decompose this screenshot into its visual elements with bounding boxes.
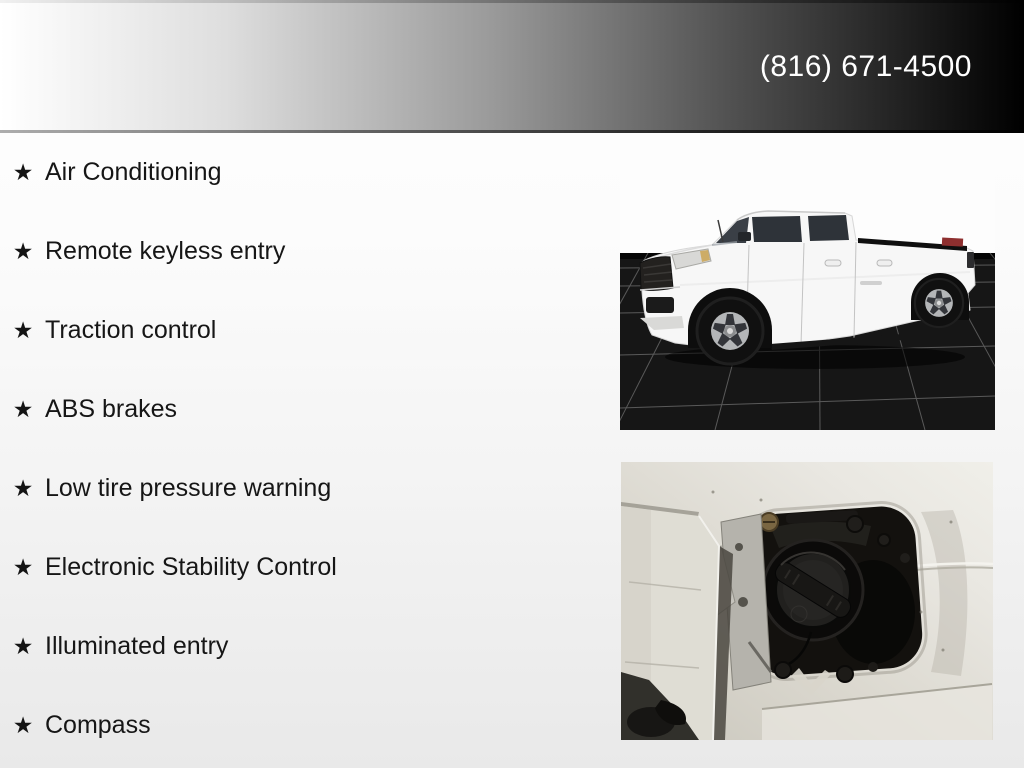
star-bullet-icon: ★	[12, 238, 34, 264]
dealer-phone-number: (816) 671-4500	[759, 49, 972, 83]
star-bullet-icon: ★	[12, 554, 34, 580]
feature-list-item	[0, 212, 600, 291]
vehicle-exterior-photo[interactable]	[620, 150, 995, 430]
star-bullet-icon: ★	[12, 712, 34, 738]
star-bullet-icon: ★	[12, 317, 34, 343]
feature-label: Compass	[45, 711, 151, 739]
feature-label: Electronic Stability Control	[45, 553, 337, 581]
feature-label: Air Conditioning	[45, 158, 222, 186]
feature-list-item	[0, 528, 600, 607]
feature-list	[0, 133, 600, 765]
feature-label: Remote keyless entry	[45, 237, 286, 265]
star-bullet-icon: ★	[12, 396, 34, 422]
feature-label: ABS brakes	[45, 395, 178, 423]
fuel-door-photo[interactable]	[621, 462, 993, 740]
feature-list-item	[0, 291, 600, 370]
feature-label: Low tire pressure warning	[45, 474, 332, 502]
fuel-door-illustration	[621, 462, 993, 740]
feature-list-item	[0, 133, 600, 212]
feature-list-item	[0, 686, 600, 765]
star-bullet-icon: ★	[12, 633, 34, 659]
truck-illustration	[620, 150, 995, 430]
star-bullet-icon: ★	[12, 475, 34, 501]
feature-list-item	[0, 449, 600, 528]
feature-list-item	[0, 607, 600, 686]
feature-list-item	[0, 370, 600, 449]
feature-label: Traction control	[45, 316, 217, 344]
header-banner	[0, 0, 1024, 133]
star-bullet-icon: ★	[12, 159, 34, 185]
feature-label: Illuminated entry	[45, 632, 229, 660]
